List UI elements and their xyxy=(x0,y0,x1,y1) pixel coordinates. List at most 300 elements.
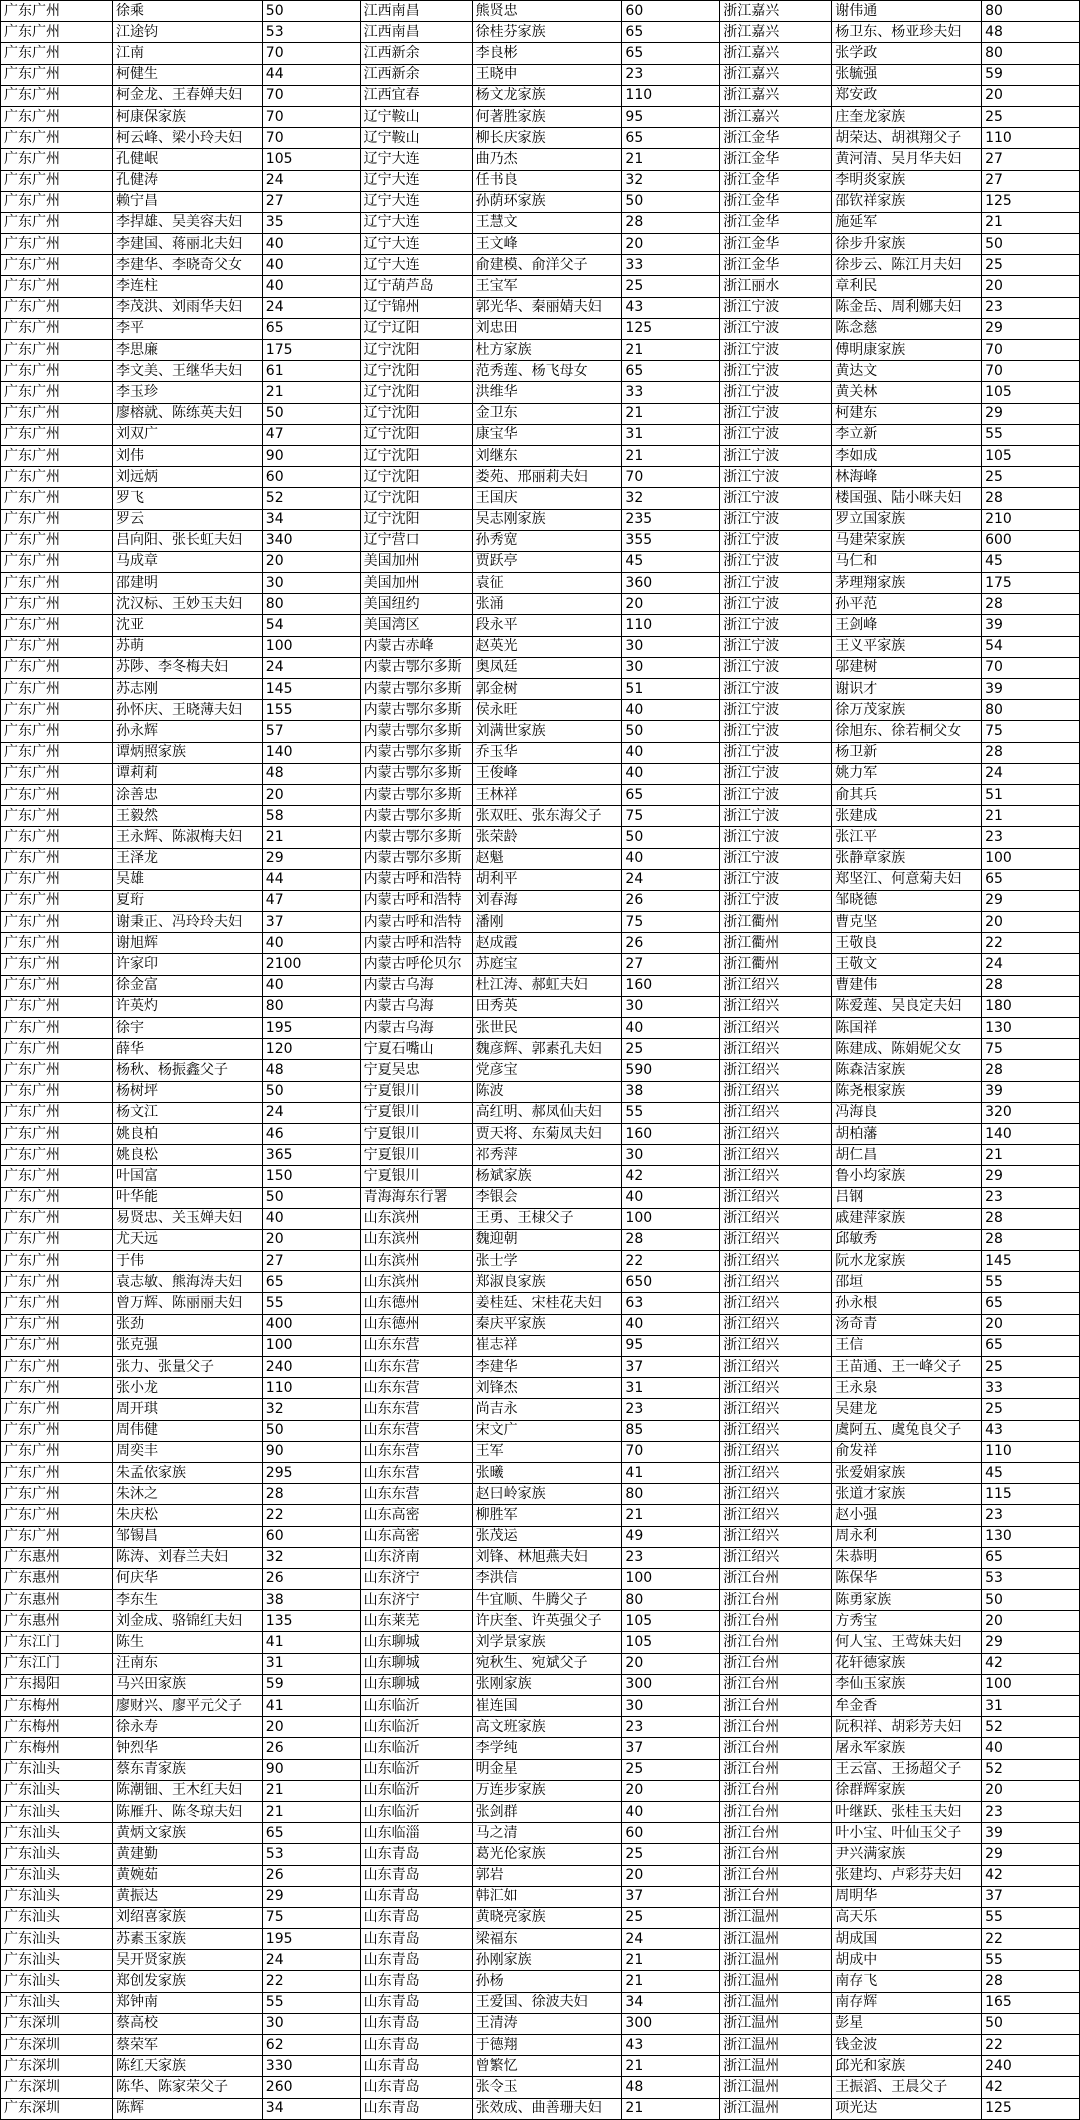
amount-cell: 27 xyxy=(982,149,1080,170)
amount-cell: 28 xyxy=(982,1060,1080,1081)
region-cell: 辽宁鞍山 xyxy=(360,106,472,127)
region-cell: 浙江宁波 xyxy=(720,488,832,509)
amount-cell: 145 xyxy=(262,679,360,700)
name-cell: 柳胜军 xyxy=(472,1505,622,1526)
amount-cell: 105 xyxy=(622,1632,720,1653)
region-cell: 浙江绍兴 xyxy=(720,1547,832,1568)
region-cell: 浙江绍兴 xyxy=(720,1462,832,1483)
amount-cell: 28 xyxy=(262,1484,360,1505)
name-cell: 秦庆平家族 xyxy=(472,1314,622,1335)
region-cell: 广东汕头 xyxy=(1,1950,113,1971)
region-cell: 浙江宁波 xyxy=(720,594,832,615)
region-cell: 浙江绍兴 xyxy=(720,1123,832,1144)
amount-cell: 54 xyxy=(262,615,360,636)
amount-cell: 22 xyxy=(262,1505,360,1526)
region-cell: 浙江绍兴 xyxy=(720,1102,832,1123)
name-cell: 张剑群 xyxy=(472,1801,622,1822)
table-row xyxy=(1,1844,1080,1865)
amount-cell: 49 xyxy=(622,1526,720,1547)
amount-cell: 53 xyxy=(262,22,360,43)
amount-cell: 40 xyxy=(622,848,720,869)
region-cell: 浙江绍兴 xyxy=(720,1420,832,1441)
region-cell: 浙江宁波 xyxy=(720,848,832,869)
name-cell: 王宝军 xyxy=(472,276,622,297)
amount-cell: 39 xyxy=(982,1823,1080,1844)
amount-cell: 63 xyxy=(622,1293,720,1314)
region-cell: 广东广州 xyxy=(1,64,113,85)
region-cell: 江西南昌 xyxy=(360,1,472,22)
amount-cell: 21 xyxy=(622,445,720,466)
name-cell: 刘伟 xyxy=(113,445,263,466)
name-cell: 胡荣达、胡祺翔父子 xyxy=(832,128,982,149)
name-cell: 王敬文 xyxy=(832,954,982,975)
name-cell: 段永平 xyxy=(472,615,622,636)
name-cell: 邹晓德 xyxy=(832,890,982,911)
region-cell: 广东汕头 xyxy=(1,1992,113,2013)
amount-cell: 60 xyxy=(262,467,360,488)
name-cell: 屠永军家族 xyxy=(832,1738,982,1759)
name-cell: 苏萌 xyxy=(113,636,263,657)
name-cell: 罗云 xyxy=(113,509,263,530)
region-cell: 宁夏银川 xyxy=(360,1102,472,1123)
region-cell: 浙江金华 xyxy=(720,149,832,170)
name-cell: 陈潮钿、王木红夫妇 xyxy=(113,1780,263,1801)
name-cell: 谢识才 xyxy=(832,679,982,700)
amount-cell: 51 xyxy=(982,784,1080,805)
name-cell: 朱孟依家族 xyxy=(113,1462,263,1483)
region-cell: 广东广州 xyxy=(1,679,113,700)
region-cell: 广东江门 xyxy=(1,1653,113,1674)
region-cell: 广东广州 xyxy=(1,509,113,530)
name-cell: 曹建伟 xyxy=(832,975,982,996)
amount-cell: 31 xyxy=(622,1378,720,1399)
region-cell: 浙江宁波 xyxy=(720,530,832,551)
region-cell: 浙江温州 xyxy=(720,2035,832,2056)
amount-cell: 31 xyxy=(982,1696,1080,1717)
name-cell: 夏珩 xyxy=(113,890,263,911)
amount-cell: 47 xyxy=(262,424,360,445)
amount-cell: 80 xyxy=(262,996,360,1017)
amount-cell: 27 xyxy=(262,1251,360,1272)
name-cell: 涂善忠 xyxy=(113,784,263,805)
region-cell: 浙江绍兴 xyxy=(720,1484,832,1505)
name-cell: 吴开贤家族 xyxy=(113,1950,263,1971)
amount-cell: 46 xyxy=(262,1123,360,1144)
region-cell: 浙江绍兴 xyxy=(720,1293,832,1314)
region-cell: 宁夏银川 xyxy=(360,1145,472,1166)
region-cell: 浙江宁波 xyxy=(720,424,832,445)
name-cell: 南存飞 xyxy=(832,1971,982,1992)
region-cell: 山东滨州 xyxy=(360,1272,472,1293)
region-cell: 山东青岛 xyxy=(360,1865,472,1886)
name-cell: 陈金岳、周利娜夫妇 xyxy=(832,297,982,318)
region-cell: 广东广州 xyxy=(1,1484,113,1505)
table-row xyxy=(1,933,1080,954)
name-cell: 陈保华 xyxy=(832,1568,982,1589)
region-cell: 辽宁大连 xyxy=(360,170,472,191)
name-cell: 王云富、王扬超父子 xyxy=(832,1759,982,1780)
region-cell: 浙江台州 xyxy=(720,1780,832,1801)
region-cell: 浙江绍兴 xyxy=(720,1039,832,1060)
name-cell: 张道才家族 xyxy=(832,1484,982,1505)
table-row xyxy=(1,551,1080,572)
name-cell: 孙刚家族 xyxy=(472,1950,622,1971)
name-cell: 陈森洁家族 xyxy=(832,1060,982,1081)
amount-cell: 20 xyxy=(622,594,720,615)
region-cell: 内蒙古呼伦贝尔 xyxy=(360,954,472,975)
region-cell: 浙江宁波 xyxy=(720,361,832,382)
name-cell: 党彦宝 xyxy=(472,1060,622,1081)
amount-cell: 100 xyxy=(982,848,1080,869)
amount-cell: 21 xyxy=(262,827,360,848)
region-cell: 山东青岛 xyxy=(360,2013,472,2034)
amount-cell: 25 xyxy=(982,255,1080,276)
amount-cell: 20 xyxy=(622,1865,720,1886)
name-cell: 邵垣 xyxy=(832,1272,982,1293)
name-cell: 徐步升家族 xyxy=(832,234,982,255)
name-cell: 乔玉华 xyxy=(472,742,622,763)
table-row xyxy=(1,1335,1080,1356)
region-cell: 浙江宁波 xyxy=(720,551,832,572)
region-cell: 山东聊城 xyxy=(360,1674,472,1695)
name-cell: 吕向阳、张长虹夫妇 xyxy=(113,530,263,551)
region-cell: 辽宁沈阳 xyxy=(360,424,472,445)
table-row xyxy=(1,763,1080,784)
name-cell: 刘绍喜家族 xyxy=(113,1907,263,1928)
amount-cell: 590 xyxy=(622,1060,720,1081)
amount-cell: 34 xyxy=(622,1992,720,2013)
amount-cell: 50 xyxy=(982,1590,1080,1611)
region-cell: 浙江绍兴 xyxy=(720,1081,832,1102)
amount-cell: 23 xyxy=(622,1717,720,1738)
name-cell: 马兴田家族 xyxy=(113,1674,263,1695)
region-cell: 浙江宁波 xyxy=(720,742,832,763)
table-row xyxy=(1,318,1080,339)
table-row xyxy=(1,1886,1080,1907)
amount-cell: 90 xyxy=(262,1441,360,1462)
region-cell: 浙江金华 xyxy=(720,170,832,191)
amount-cell: 21 xyxy=(622,403,720,424)
name-cell: 施延军 xyxy=(832,212,982,233)
region-cell: 内蒙古鄂尔多斯 xyxy=(360,784,472,805)
region-cell: 广东惠州 xyxy=(1,1547,113,1568)
name-cell: 郑淑良家族 xyxy=(472,1272,622,1293)
region-cell: 宁夏银川 xyxy=(360,1081,472,1102)
table-row xyxy=(1,700,1080,721)
region-cell: 山东滨州 xyxy=(360,1208,472,1229)
name-cell: 孔健涛 xyxy=(113,170,263,191)
region-cell: 山东东营 xyxy=(360,1420,472,1441)
table-row xyxy=(1,1399,1080,1420)
region-cell: 广东广州 xyxy=(1,212,113,233)
table-row xyxy=(1,2013,1080,2034)
name-cell: 苏庭宝 xyxy=(472,954,622,975)
region-cell: 广东广州 xyxy=(1,890,113,911)
amount-cell: 100 xyxy=(262,636,360,657)
table-row xyxy=(1,340,1080,361)
amount-cell: 23 xyxy=(622,64,720,85)
table-row xyxy=(1,488,1080,509)
name-cell: 牟金香 xyxy=(832,1696,982,1717)
name-cell: 茅理翔家族 xyxy=(832,573,982,594)
amount-cell: 80 xyxy=(262,594,360,615)
amount-cell: 25 xyxy=(982,106,1080,127)
region-cell: 广东梅州 xyxy=(1,1717,113,1738)
region-cell: 浙江台州 xyxy=(720,1568,832,1589)
region-cell: 山东德州 xyxy=(360,1314,472,1335)
region-cell: 广东汕头 xyxy=(1,1929,113,1950)
table-row xyxy=(1,1865,1080,1886)
amount-cell: 45 xyxy=(622,551,720,572)
name-cell: 李良彬 xyxy=(472,43,622,64)
name-cell: 李立新 xyxy=(832,424,982,445)
region-cell: 广东广州 xyxy=(1,954,113,975)
amount-cell: 90 xyxy=(262,1759,360,1780)
region-cell: 山东高密 xyxy=(360,1526,472,1547)
amount-cell: 44 xyxy=(262,64,360,85)
name-cell: 李建国、蒋丽北夫妇 xyxy=(113,234,263,255)
name-cell: 孙杨 xyxy=(472,1971,622,1992)
region-cell: 浙江宁波 xyxy=(720,297,832,318)
region-cell: 辽宁大连 xyxy=(360,191,472,212)
amount-cell: 42 xyxy=(622,1166,720,1187)
amount-cell: 30 xyxy=(622,636,720,657)
amount-cell: 140 xyxy=(982,1123,1080,1144)
name-cell: 陈勇家族 xyxy=(832,1590,982,1611)
amount-cell: 39 xyxy=(982,679,1080,700)
name-cell: 李洪信 xyxy=(472,1568,622,1589)
name-cell: 杨树坪 xyxy=(113,1081,263,1102)
region-cell: 山东青岛 xyxy=(360,1886,472,1907)
name-cell: 李建华 xyxy=(472,1357,622,1378)
amount-cell: 70 xyxy=(262,128,360,149)
name-cell: 刘金成、骆锦红夫妇 xyxy=(113,1611,263,1632)
amount-cell: 360 xyxy=(622,573,720,594)
amount-cell: 65 xyxy=(982,1335,1080,1356)
amount-cell: 59 xyxy=(982,64,1080,85)
name-cell: 郭金树 xyxy=(472,679,622,700)
name-cell: 袁志敏、熊海涛夫妇 xyxy=(113,1272,263,1293)
name-cell: 尤天远 xyxy=(113,1229,263,1250)
name-cell: 邹锡昌 xyxy=(113,1526,263,1547)
region-cell: 浙江台州 xyxy=(720,1738,832,1759)
amount-cell: 26 xyxy=(262,1865,360,1886)
name-cell: 冯海良 xyxy=(832,1102,982,1123)
region-cell: 广东广州 xyxy=(1,657,113,678)
amount-cell: 50 xyxy=(262,403,360,424)
amount-cell: 40 xyxy=(622,763,720,784)
name-cell: 潘刚 xyxy=(472,912,622,933)
name-cell: 王爱国、徐波夫妇 xyxy=(472,1992,622,2013)
region-cell: 山东东营 xyxy=(360,1357,472,1378)
region-cell: 广东广州 xyxy=(1,1462,113,1483)
name-cell: 田秀英 xyxy=(472,996,622,1017)
amount-cell: 300 xyxy=(622,2013,720,2034)
table-row xyxy=(1,1547,1080,1568)
name-cell: 张效成、曲善珊夫妇 xyxy=(472,2098,622,2119)
region-cell: 广东广州 xyxy=(1,806,113,827)
table-body xyxy=(1,1,1080,2120)
amount-cell: 20 xyxy=(622,1780,720,1801)
name-cell: 任书良 xyxy=(472,170,622,191)
name-cell: 于伟 xyxy=(113,1251,263,1272)
amount-cell: 48 xyxy=(262,763,360,784)
region-cell: 广东广州 xyxy=(1,1081,113,1102)
table-row xyxy=(1,1378,1080,1399)
region-cell: 广东深圳 xyxy=(1,2035,113,2056)
amount-cell: 25 xyxy=(622,1907,720,1928)
name-cell: 王军 xyxy=(472,1441,622,1462)
name-cell: 王剑峰 xyxy=(832,615,982,636)
region-cell: 广东广州 xyxy=(1,1420,113,1441)
amount-cell: 53 xyxy=(262,1844,360,1865)
region-cell: 广东深圳 xyxy=(1,2013,113,2034)
table-row xyxy=(1,22,1080,43)
amount-cell: 155 xyxy=(262,700,360,721)
region-cell: 浙江绍兴 xyxy=(720,1229,832,1250)
name-cell: 钟烈华 xyxy=(113,1738,263,1759)
amount-cell: 21 xyxy=(262,1780,360,1801)
name-cell: 张令玉 xyxy=(472,2077,622,2098)
region-cell: 广东广州 xyxy=(1,1208,113,1229)
amount-cell: 195 xyxy=(262,1929,360,1950)
name-cell: 李如成 xyxy=(832,445,982,466)
name-cell: 方秀宝 xyxy=(832,1611,982,1632)
amount-cell: 100 xyxy=(622,1208,720,1229)
name-cell: 谭炳照家族 xyxy=(113,742,263,763)
region-cell: 浙江绍兴 xyxy=(720,1187,832,1208)
amount-cell: 55 xyxy=(982,1907,1080,1928)
amount-cell: 50 xyxy=(982,234,1080,255)
region-cell: 广东广州 xyxy=(1,551,113,572)
amount-cell: 20 xyxy=(982,276,1080,297)
amount-cell: 43 xyxy=(982,1420,1080,1441)
region-cell: 宁夏石嘴山 xyxy=(360,1039,472,1060)
amount-cell: 32 xyxy=(262,1399,360,1420)
region-cell: 广东广州 xyxy=(1,975,113,996)
region-cell: 广东广州 xyxy=(1,636,113,657)
table-row xyxy=(1,530,1080,551)
amount-cell: 37 xyxy=(262,912,360,933)
amount-cell: 27 xyxy=(622,954,720,975)
name-cell: 吴建龙 xyxy=(832,1399,982,1420)
amount-cell: 23 xyxy=(982,1801,1080,1822)
region-cell: 山东东营 xyxy=(360,1441,472,1462)
name-cell: 叶小宝、叶仙玉父子 xyxy=(832,1823,982,1844)
name-cell: 苏陟、李冬梅夫妇 xyxy=(113,657,263,678)
amount-cell: 130 xyxy=(982,1018,1080,1039)
amount-cell: 70 xyxy=(262,43,360,64)
amount-cell: 195 xyxy=(262,1018,360,1039)
name-cell: 熊贤忠 xyxy=(472,1,622,22)
region-cell: 内蒙古鄂尔多斯 xyxy=(360,700,472,721)
name-cell: 贾天将、东菊凤夫妇 xyxy=(472,1123,622,1144)
amount-cell: 30 xyxy=(262,2013,360,2034)
name-cell: 俞其兵 xyxy=(832,784,982,805)
table-row xyxy=(1,382,1080,403)
amount-cell: 20 xyxy=(262,784,360,805)
amount-cell: 32 xyxy=(622,488,720,509)
name-cell: 杨斌家族 xyxy=(472,1166,622,1187)
amount-cell: 21 xyxy=(622,1505,720,1526)
amount-cell: 26 xyxy=(262,1738,360,1759)
amount-cell: 55 xyxy=(262,1293,360,1314)
amount-cell: 140 xyxy=(262,742,360,763)
amount-cell: 30 xyxy=(622,996,720,1017)
name-cell: 张爱娟家族 xyxy=(832,1462,982,1483)
amount-cell: 75 xyxy=(982,721,1080,742)
amount-cell: 26 xyxy=(262,1568,360,1589)
amount-cell: 47 xyxy=(262,890,360,911)
amount-cell: 25 xyxy=(622,276,720,297)
amount-cell: 80 xyxy=(982,1,1080,22)
amount-cell: 95 xyxy=(622,106,720,127)
name-cell: 邱光和家族 xyxy=(832,2056,982,2077)
amount-cell: 65 xyxy=(262,318,360,339)
amount-cell: 28 xyxy=(982,594,1080,615)
region-cell: 广东广州 xyxy=(1,573,113,594)
name-cell: 黄达文 xyxy=(832,361,982,382)
amount-cell: 80 xyxy=(982,43,1080,64)
amount-cell: 20 xyxy=(262,1717,360,1738)
region-cell: 浙江温州 xyxy=(720,2056,832,2077)
region-cell: 广东广州 xyxy=(1,1166,113,1187)
region-cell: 辽宁鞍山 xyxy=(360,128,472,149)
amount-cell: 21 xyxy=(262,382,360,403)
amount-cell: 70 xyxy=(262,85,360,106)
name-cell: 宛秋生、宛斌父子 xyxy=(472,1653,622,1674)
region-cell: 广东广州 xyxy=(1,1187,113,1208)
amount-cell: 25 xyxy=(622,1039,720,1060)
name-cell: 明金星 xyxy=(472,1759,622,1780)
amount-cell: 50 xyxy=(262,1081,360,1102)
table-row xyxy=(1,1187,1080,1208)
region-cell: 广东广州 xyxy=(1,742,113,763)
region-cell: 内蒙古乌海 xyxy=(360,975,472,996)
amount-cell: 29 xyxy=(982,318,1080,339)
table-row xyxy=(1,975,1080,996)
amount-cell: 40 xyxy=(262,234,360,255)
table-row xyxy=(1,657,1080,678)
region-cell: 浙江台州 xyxy=(720,1844,832,1865)
amount-cell: 23 xyxy=(622,1399,720,1420)
amount-cell: 115 xyxy=(982,1484,1080,1505)
amount-cell: 38 xyxy=(622,1081,720,1102)
name-cell: 吴志刚家族 xyxy=(472,509,622,530)
name-cell: 庄奎龙家族 xyxy=(832,106,982,127)
name-cell: 柯建东 xyxy=(832,403,982,424)
amount-cell: 85 xyxy=(622,1420,720,1441)
region-cell: 广东广州 xyxy=(1,1441,113,1462)
name-cell: 张刚家族 xyxy=(472,1674,622,1695)
amount-cell: 23 xyxy=(982,827,1080,848)
name-cell: 王清涛 xyxy=(472,2013,622,2034)
amount-cell: 33 xyxy=(622,382,720,403)
name-cell: 曲乃杰 xyxy=(472,149,622,170)
table-row xyxy=(1,276,1080,297)
region-cell: 广东广州 xyxy=(1,1039,113,1060)
name-cell: 张曦 xyxy=(472,1462,622,1483)
name-cell: 花轩德家族 xyxy=(832,1653,982,1674)
region-cell: 内蒙古呼和浩特 xyxy=(360,912,472,933)
table-row xyxy=(1,1081,1080,1102)
name-cell: 郭光华、秦丽婧夫妇 xyxy=(472,297,622,318)
amount-cell: 48 xyxy=(262,1060,360,1081)
amount-cell: 150 xyxy=(262,1166,360,1187)
amount-cell: 29 xyxy=(262,848,360,869)
amount-cell: 43 xyxy=(622,297,720,318)
amount-cell: 240 xyxy=(982,2056,1080,2077)
